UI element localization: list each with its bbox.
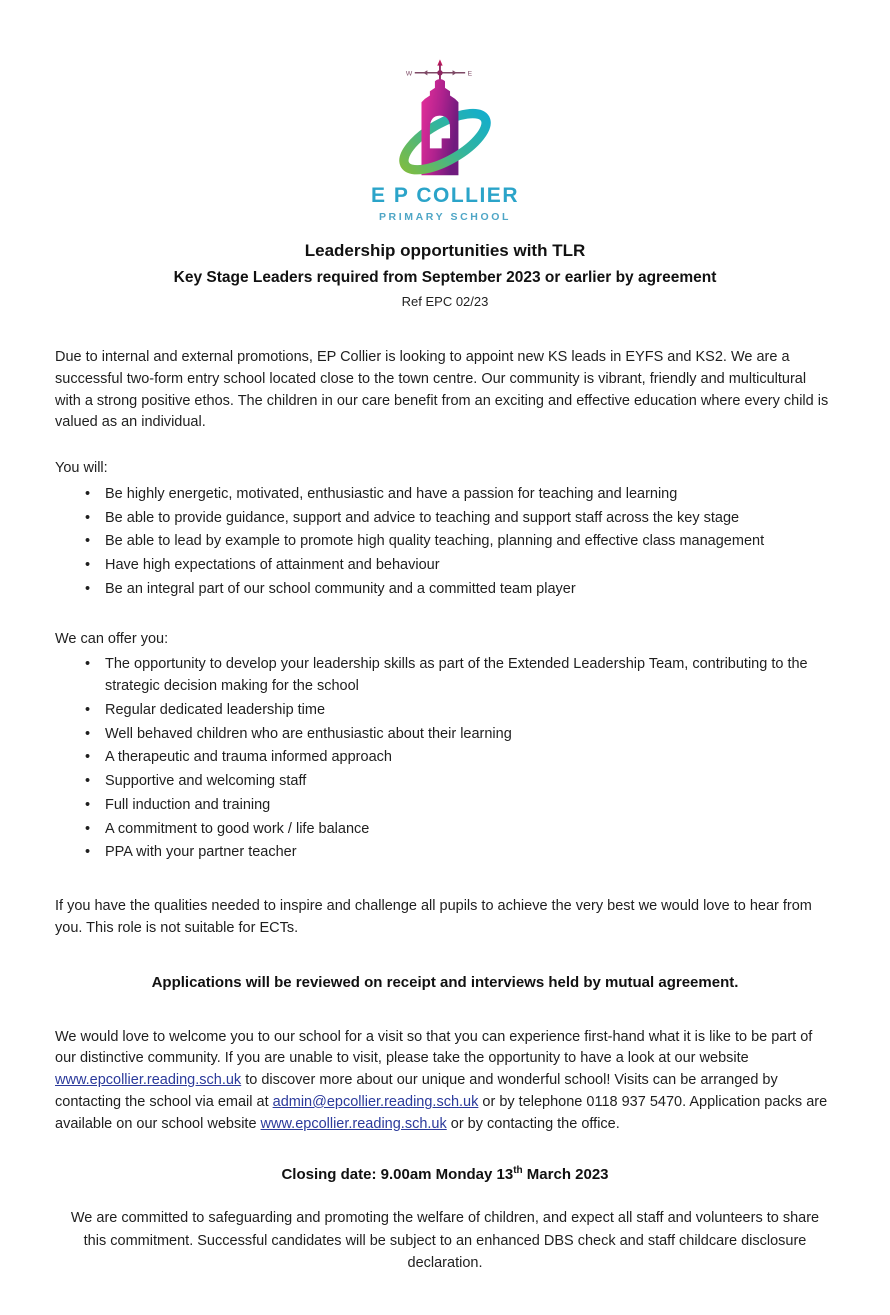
list-item: [55, 700, 835, 722]
qualities-paragraph: If you have the qualities needed to inspire and challenge all pupils to achieve the very best we would love to hear from you. This role is not suitable for ECTs.: [55, 898, 812, 936]
page-subtitle: Key Stage Leaders required from September 2023 or earlier by agreement: [173, 269, 717, 286]
list-item: [55, 819, 835, 841]
list-item-text: Be an integral part of our school community and a committed team player: [105, 580, 576, 597]
page-title: Leadership opportunities with TLR: [304, 241, 586, 260]
closing-date-prefix: Closing date: 9.00am Monday 13: [281, 1166, 514, 1184]
svg-text:E: E: [467, 70, 473, 78]
closing-date-suffix: March 2023: [522, 1166, 609, 1184]
website-link[interactable]: www.epcollier.reading.sch.uk: [260, 1115, 447, 1132]
intro-paragraph: Due to internal and external promotions, EP Collier is looking to appoint new KS leads in EYFS and KS2. We are a successful two-form entry school located close to the town centre. Our community is vibrant, friendly and multicultural with a strong positive ethos. The children in our care benefit from an exciting and effective education where every child is valued as an individual.: [55, 349, 829, 431]
closing-date-superscript: th: [513, 1165, 523, 1177]
list-item-text: Full induction and training: [105, 796, 271, 813]
list-item-text: A therapeutic and trauma informed approach: [105, 749, 392, 766]
list-item: [55, 795, 835, 817]
we-offer-list: [55, 654, 835, 864]
list-item: [55, 579, 835, 601]
list-item-text: Be highly energetic, motivated, enthusiastic and have a passion for teaching and learning: [105, 485, 678, 502]
school-name: E P COLLIER: [371, 184, 519, 207]
svg-text:W: W: [405, 70, 413, 78]
list-item: [55, 531, 835, 553]
school-crest-icon: [384, 56, 506, 182]
list-item: [55, 724, 835, 746]
applications-line: Applications will be reviewed on receipt and interviews held by mutual agreement.: [151, 973, 739, 991]
list-item-text: Be able to lead by example to promote high quality teaching, planning and effective class management: [105, 533, 765, 550]
list-item-text: A commitment to good work / life balance: [105, 820, 370, 837]
list-item: [55, 842, 835, 864]
list-item-text: Supportive and welcoming staff: [105, 773, 307, 789]
list-item-text: The opportunity to develop your leadership skills as part of the Extended Leadership Team, contributing to the strategic decision making for the school: [105, 656, 808, 694]
visit-text-segment: We would love to welcome you to our school for a visit so that you can experience first-hand what it is like to be part of our distinctive community. If you are unable to visit, please take the opportunity to have a look at our website: [55, 1028, 813, 1067]
visit-text-segment: or by telephone 0118 937 5470. Application packs are available on our school website: [55, 1093, 828, 1132]
list-item: [55, 654, 835, 698]
website-link[interactable]: www.epcollier.reading.sch.uk: [55, 1072, 242, 1088]
visit-text-segment: to discover more about our unique and wonderful school! Visits can be arranged by contacting the school via email at: [55, 1072, 778, 1110]
you-will-list: [55, 484, 835, 601]
school-type-label: PRIMARY SCHOOL: [378, 211, 512, 223]
list-item-text: Have high expectations of attainment and behaviour: [105, 557, 440, 573]
visit-text-segment: or by contacting the office.: [446, 1115, 620, 1132]
visit-paragraph: [55, 1027, 835, 1136]
email-link[interactable]: admin@epcollier.reading.sch.uk: [272, 1093, 479, 1110]
we-offer-heading: We can offer you:: [55, 630, 169, 647]
reference-number: Ref EPC 02/23: [401, 294, 489, 309]
closing-date-line: [55, 1165, 835, 1183]
list-item-text: Be able to provide guidance, support and advice to teaching and support staff across the key stage: [105, 509, 740, 526]
list-item-text: PPA with your partner teacher: [105, 844, 297, 861]
list-item: [55, 747, 835, 769]
list-item-text: Well behaved children who are enthusiastic about their learning: [105, 725, 512, 742]
list-item: [55, 555, 835, 577]
you-will-heading: You will:: [55, 460, 108, 476]
safeguarding-paragraph: We are committed to safeguarding and promoting the welfare of children, and expect all staff and volunteers to share this commitment. Successful candidates will be subject to an enhanced DBS check and staff childcare disclosure declaration.: [70, 1210, 820, 1272]
list-item-text: Regular dedicated leadership time: [105, 701, 326, 718]
list-item: [55, 484, 835, 506]
list-item: [55, 508, 835, 530]
school-logo: [55, 56, 835, 223]
list-item: [55, 771, 835, 793]
